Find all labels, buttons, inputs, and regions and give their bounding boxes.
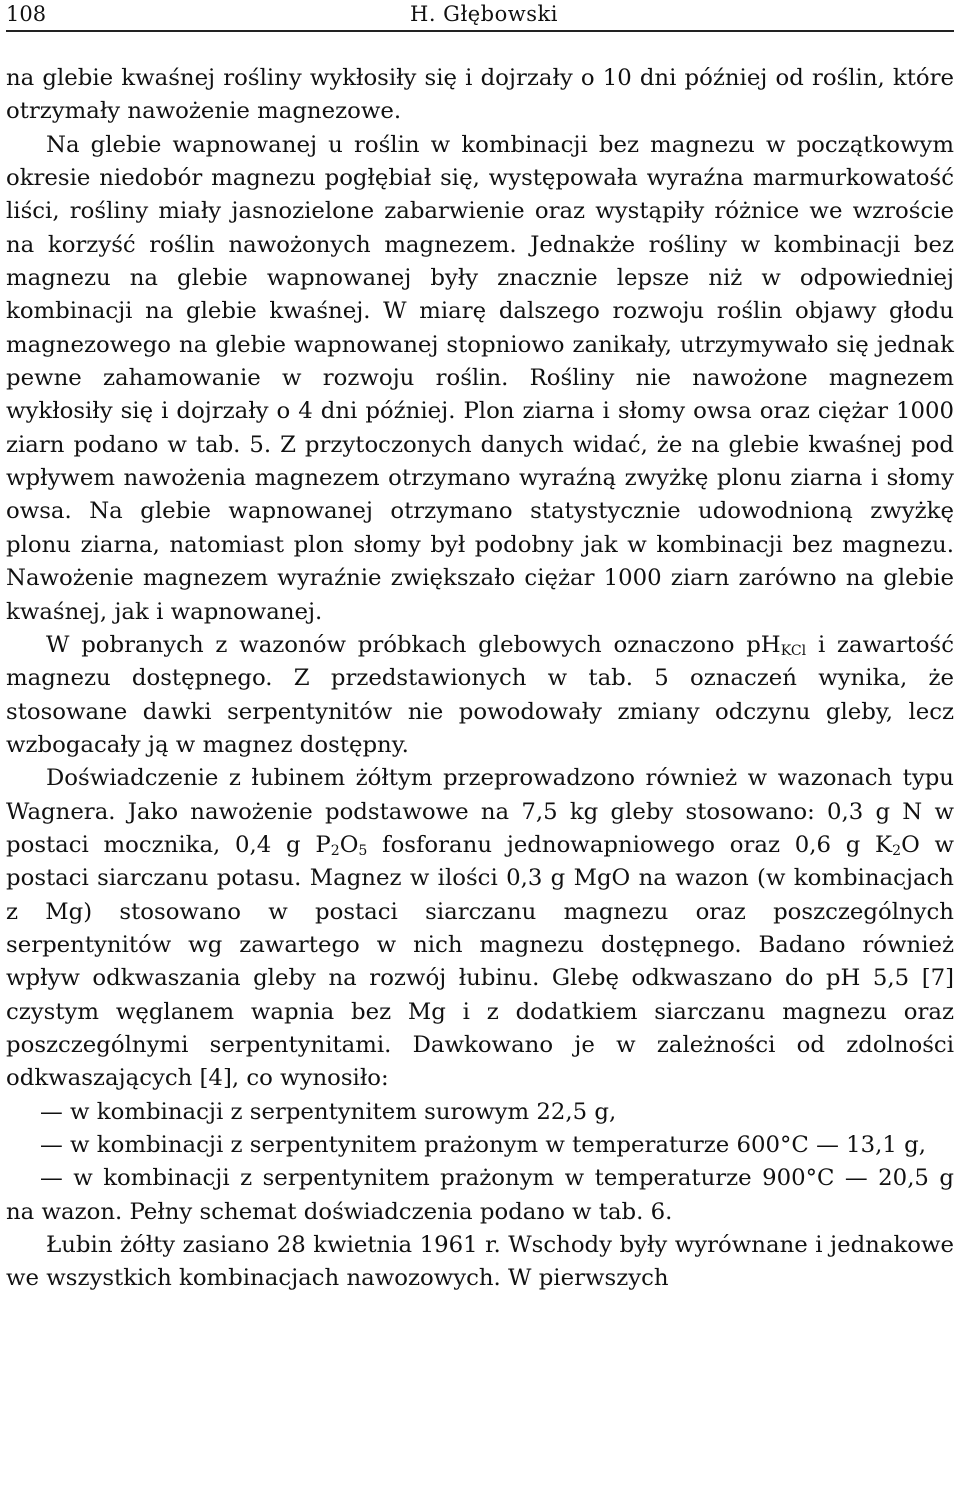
body-text [6, 62, 954, 1296]
list-item-2: — w kombinacji z serpentynitem prażonym w temperaturze 600°C — 13,1 g, [40, 1132, 926, 1158]
list-item-1: — w kombinacji z serpentynitem surowym 22,5 g, [40, 1098, 617, 1125]
paragraph-4-text-1: Doświadczenie z łubinem żółtym przeprowadzono również w wazonach typu Wagnera. Jako nawożenie podstawowe na 7,5 kg gleby stosowano: 0,3 g N w postaci mocznika, 0,4 g P [6, 765, 954, 858]
page-header [6, 0, 954, 32]
subscript-kcl: KCl [780, 642, 807, 659]
paragraph-4-text-2: O [339, 831, 359, 858]
paragraph-3-text-a: W pobranych z wazonów próbkach glebowych oznaczono pH [46, 631, 781, 658]
paragraph-1: na glebie kwaśnej rośliny wykłosiły się i dojrzały o 10 dni później od roślin, które otrzymały nawożenie magnezowe. [6, 65, 954, 125]
running-head-author: H. Głębowski [410, 2, 558, 26]
paragraph-3 [6, 629, 954, 762]
paragraph-4-text-4: O w postaci siarczanu potasu. Magnez w ilości 0,3 g MgO na wazon (w kombinacjach z Mg) stosowano w postaci siarczanu magnezu oraz poszczególnych serpentynitów wg zawartego w nich magnezu dostępnego. Badano również wpływ odkwaszania gleby na rozwój łubinu. Glebę odkwaszano do pH 5,5 [7] czystym węglanem wapnia bez Mg i z dodatkiem siarczanu magnezu oraz poszczególnymi serpentynitami. Dawkowano je w zależności od zdolności odkwaszających [4], co wynosiło: [6, 831, 954, 1092]
paragraph-4-text-3: fosforanu jednowapniowego oraz 0,6 g K [367, 831, 893, 858]
list-item-3: — w kombinacji z serpentynitem prażonym w temperaturze 900°C — 20,5 g na wazon. Pełny schemat doświadczenia podano w tab. 6. [6, 1165, 954, 1225]
subscript-k2: 2 [892, 842, 902, 859]
subscript-o5: 5 [358, 842, 368, 859]
subscript-p2: 2 [330, 842, 340, 859]
page-number: 108 [6, 2, 47, 26]
paragraph-4 [6, 762, 954, 1095]
paragraph-3-text-b: i zawartość magnezu dostępnego. Z przedstawionych w tab. 5 oznaczeń wynika, że stosowane dawki serpentynitów nie powodowały zmiany odczynu gleby, lecz wzbogacały ją w magnez dostępny. [6, 631, 954, 758]
paragraph-2: Na glebie wapnowanej u roślin w kombinacji bez magnezu w początkowym okresie niedobór magnezu pogłębiał się, występowała wyraźna marmurkowatość liści, rośliny miały jasnozielone zabarwienie oraz wystąpiły różnice we wzroście na korzyść roślin nawożonych magnezem. Jednakże rośliny w kombinacji bez magnezu na glebie wapnowanej były znacznie lepsze niż w odpowiedniej kombinacji na glebie kwaśnej. W miarę dalszego rozwoju roślin objawy głodu magnezowego na glebie wapnowanej stopniowo zanikały, utrzymywało się jednak pewne zahamowanie w rozwoju roślin. Rośliny nie nawożone magnezem wykłosiły się i dojrzały o 4 dni później. Plon ziarna i słomy owsa oraz ciężar 1000 ziarn podano w tab. 5. Z przytoczonych danych widać, że na glebie kwaśnej pod wpływem nawożenia magnezem otrzymano wyraźną zwyżkę plonu ziarna i słomy owsa. Na glebie wapnowanej otrzymano statystycznie udowodnioną zwyżkę plonu ziarna, natomiast plon słomy był podobny jak w kombinacji bez magnezu. Nawożenie magnezem wyraźnie zwiększało ciężar 1000 ziarn zarówno na glebie kwaśnej, jak i wapnowanej. [6, 131, 954, 625]
paragraph-5: Łubin żółty zasiano 28 kwietnia 1961 r. Wschody były wyrównane i jednakowe we wszystkich kombinacjach nawozowych. W pierwszych [6, 1232, 954, 1292]
